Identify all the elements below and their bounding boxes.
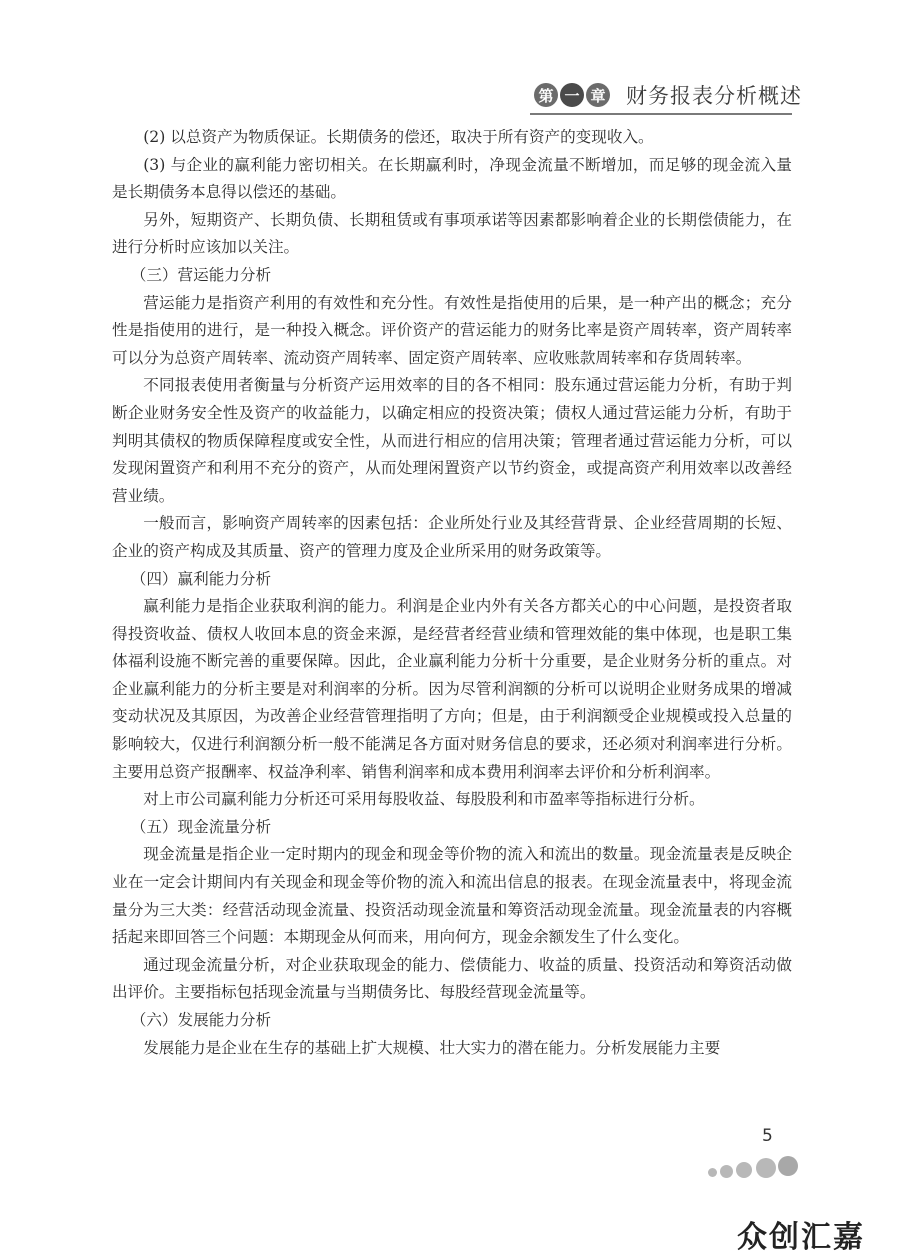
section-heading: （三）营运能力分析 <box>130 265 272 284</box>
paragraph: (2) 以总资产为物质保证。长期债务的偿还，取决于所有资产的变现收入。 <box>143 128 654 146</box>
paragraph: 营运能力是指资产利用的有效性和充分性。有效性是指使用的后果，是一种产出的概念；充分性是指使用的进行，是一种投入概念。评价资产的营运能力的财务比率是资产周转率，资产周转率可以分为总资产周转率、流动资产周转率、固定资产周转率、应收账款周转率和存货周转率。 <box>112 293 792 367</box>
header-rule <box>530 113 792 115</box>
chapter-prefix-badge: 第 <box>534 83 558 107</box>
dot-icon <box>720 1165 733 1178</box>
dot-icon <box>756 1158 776 1178</box>
chapter-header <box>534 80 802 110</box>
paragraph: 另外，短期资产、长期负债、长期租赁或有事项承诺等因素都影响着企业的长期偿债能力，在进行分析时应该加以关注。 <box>112 210 792 257</box>
dot-icon <box>708 1168 717 1177</box>
paragraph: (3) 与企业的赢利能力密切相关。在长期赢利时，净现金流量不断增加，而足够的现金流入量是长期债务本息得以偿还的基础。 <box>112 155 792 202</box>
section-heading: （六）发展能力分析 <box>130 1011 272 1029</box>
page-body <box>112 124 792 1062</box>
section-heading: （四）赢利能力分析 <box>130 569 272 588</box>
paragraph: 现金流量是指企业一定时期内的现金和现金等价物的流入和流出的数量。现金流量表是反映企业在一定会计期间内有关现金和现金等价物的流入和流出信息的报表。在现金流量表中，将现金流量分为三大类：经营活动现金流量、投资活动现金流量和筹资活动现金流量。现金流量表的内容概括起来即回答三个问题：本期现金从何而来，用向何方，现金余额发生了什么变化。 <box>112 845 792 947</box>
paragraph: 一般而言，影响资产周转率的因素包括：企业所处行业及其经营背景、企业经营周期的长短、企业的资产构成及其质量、资产的管理力度及企业所采用的财务政策等。 <box>112 514 792 560</box>
chapter-suffix-badge: 章 <box>586 83 610 107</box>
decorative-dots <box>708 1154 798 1184</box>
paragraph: 赢利能力是指企业获取利润的能力。利润是企业内外有关各方都关心的中心问题，是投资者取得投资收益、债权人收回本息的资金来源，是经营者经营业绩和管理效能的集中体现，也是职工集体福利设施不断完善的重要保障。因此，企业赢利能力分析十分重要，是企业财务分析的重点。对企业赢利能力的分析主要是对利润率的分析。因为尽管利润额的分析可以说明企业财务成果的增减变动状况及其原因，为改善企业经营管理指明了方向；但是，由于利润额受企业规模或投入总量的影响较大，仅进行利润额分析一般不能满足各方面对财务信息的要求，还必须对利润率进行分析。主要用总资产报酬率、权益净利率、销售利润率和成本费用利润率去评价和分析利润率。 <box>112 597 792 781</box>
dot-icon <box>736 1162 752 1178</box>
dot-icon <box>778 1156 798 1176</box>
page-number: 5 <box>762 1126 773 1146</box>
paragraph: 通过现金流量分析，对企业获取现金的能力、偿债能力、收益的质量、投资活动和筹资活动做出评价。主要指标包括现金流量与当期债务比、每股经营现金流量等。 <box>112 955 792 1002</box>
paragraph: 不同报表使用者衡量与分析资产运用效率的目的各不相同：股东通过营运能力分析，有助于判断企业财务安全性及资产的收益能力，以确定相应的投资决策；债权人通过营运能力分析，有助于判明其债权的物质保障程度或安全性，从而进行相应的信用决策；管理者通过营运能力分析，可以发现闲置资产和利用不充分的资产，从而处理闲置资产以节约资金，或提高资产利用效率以改善经营业绩。 <box>112 376 792 505</box>
section-heading: （五）现金流量分析 <box>130 817 272 836</box>
paragraph: 对上市公司赢利能力分析还可采用每股收益、每股股利和市盈率等指标进行分析。 <box>143 790 705 809</box>
chapter-title: 财务报表分析概述 <box>626 84 802 108</box>
paragraph: 发展能力是企业在生存的基础上扩大规模、壮大实力的潜在能力。分析发展能力主要 <box>143 1038 721 1057</box>
chapter-number-badge: 一 <box>560 83 584 107</box>
watermark: 众创汇嘉 <box>737 1220 865 1255</box>
